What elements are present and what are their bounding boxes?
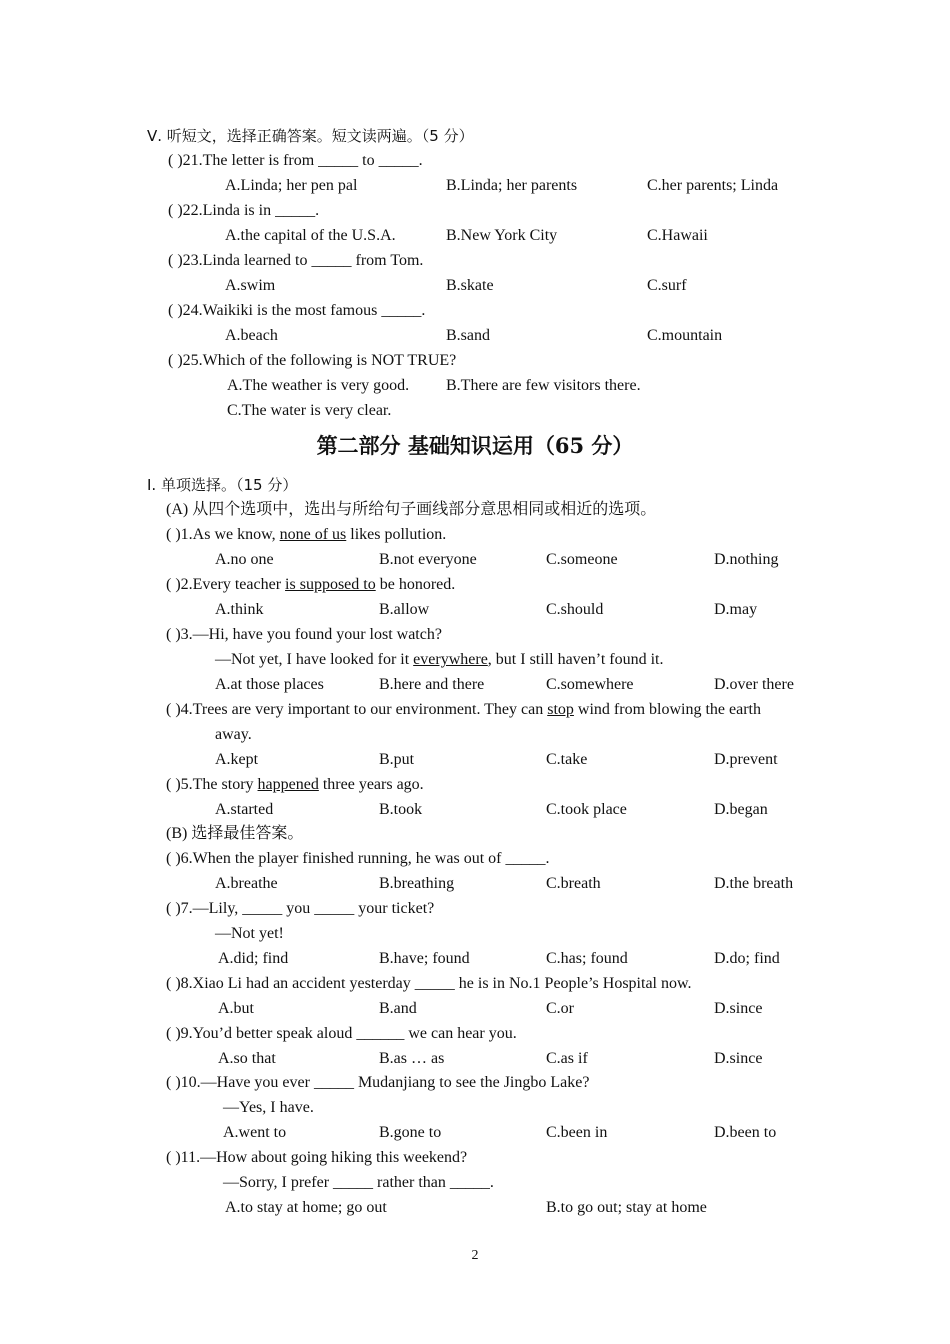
question-4-stem: ( )4.Trees are very important to our environment. They can stop wind from blowing the earth bbox=[166, 701, 761, 718]
question-6-option-a: A.breathe bbox=[215, 875, 278, 892]
question-21-stem: ( )21.The letter is from _____ to _____. bbox=[168, 152, 423, 169]
question-10-option-a: A.went to bbox=[223, 1124, 287, 1141]
question-8-stem: ( )8.Xiao Li had an accident yesterday _____ he is in No.1 People’s Hospital now. bbox=[166, 975, 692, 992]
question-10-option-d: D.been to bbox=[714, 1124, 777, 1141]
question-23-stem: ( )23.Linda learned to _____ from Tom. bbox=[168, 252, 424, 269]
question-3-option-d: D.over there bbox=[714, 676, 794, 693]
question-23-option-b: B.skate bbox=[446, 277, 494, 294]
question-6-option-b: B.breathing bbox=[379, 875, 455, 892]
question-21-option-b: B.Linda; her parents bbox=[446, 177, 578, 194]
question-7-option-d: D.do; find bbox=[714, 950, 780, 967]
question-22-option-a: A.the capital of the U.S.A. bbox=[225, 227, 396, 244]
question-24-option-a: A.beach bbox=[225, 327, 278, 344]
question-9-option-a: A.so that bbox=[218, 1050, 276, 1067]
question-22-option-b: B.New York City bbox=[446, 227, 558, 244]
question-23-option-a: A.swim bbox=[225, 277, 276, 294]
question-21-option-c: C.her parents; Linda bbox=[647, 177, 779, 194]
part-two-title: 第二部分 基础知识运用（65 分） bbox=[316, 433, 634, 458]
question-4-option-a: A.kept bbox=[215, 751, 259, 768]
subsection-a-instructions: (A) 从四个选项中，选出与所给句子画线部分意思相同或相近的选项。 bbox=[166, 501, 657, 518]
question-8-option-d: D.since bbox=[714, 1000, 763, 1017]
question-1-option-c: C.someone bbox=[546, 551, 618, 568]
question-3-option-c: C.somewhere bbox=[546, 676, 634, 693]
question-2-stem: ( )2.Every teacher is supposed to be honored. bbox=[166, 576, 456, 593]
question-21-option-a: A.Linda; her pen pal bbox=[225, 177, 358, 194]
question-6-option-d: D.the breath bbox=[714, 875, 794, 892]
page-number: 2 bbox=[471, 1248, 479, 1263]
question-4-option-c: C.take bbox=[546, 751, 588, 768]
question-3-underlined-phrase: everywhere bbox=[413, 651, 488, 668]
question-3-stem: ( )3.—Hi, have you found your lost watch? bbox=[166, 626, 442, 643]
question-3-option-a: A.at those places bbox=[215, 676, 324, 693]
question-25-option-b: B.There are few visitors there. bbox=[446, 377, 641, 394]
question-1-option-d: D.nothing bbox=[714, 551, 779, 568]
question-9-option-d: D.since bbox=[714, 1050, 763, 1067]
question-9-stem: ( )9.You’d better speak aloud ______ we can hear you. bbox=[166, 1025, 517, 1042]
question-11-reply: —Sorry, I prefer _____ rather than _____. bbox=[223, 1174, 494, 1191]
question-9-option-b: B.as … as bbox=[379, 1050, 445, 1067]
question-10-stem: ( )10.—Have you ever _____ Mudanjiang to see the Jingbo Lake? bbox=[166, 1074, 590, 1091]
question-9-option-c: C.as if bbox=[546, 1050, 588, 1067]
question-11-option-a: A.to stay at home; go out bbox=[225, 1199, 387, 1216]
question-10-reply: —Yes, I have. bbox=[223, 1099, 314, 1116]
question-1-underlined-phrase: none of us bbox=[279, 526, 347, 543]
question-3-option-b: B.here and there bbox=[379, 676, 485, 693]
question-4-option-b: B.put bbox=[379, 751, 415, 768]
question-1-option-b: B.not everyone bbox=[379, 551, 477, 568]
question-25-option-a: A.The weather is very good. bbox=[227, 377, 410, 394]
question-7-reply: —Not yet! bbox=[215, 925, 284, 942]
question-4-option-d: D.prevent bbox=[714, 751, 778, 768]
question-25-option-c: C.The water is very clear. bbox=[227, 402, 392, 419]
question-10-option-c: C.been in bbox=[546, 1124, 608, 1141]
question-8-option-a: A.but bbox=[218, 1000, 254, 1017]
question-4-stem-continued: away. bbox=[215, 726, 252, 743]
question-1-stem: ( )1.As we know, none of us likes pollution. bbox=[166, 526, 447, 543]
question-7-option-a: A.did; find bbox=[218, 950, 289, 967]
question-11-stem: ( )11.—How about going hiking this weekend? bbox=[166, 1149, 468, 1166]
question-10-option-b: B.gone to bbox=[379, 1124, 442, 1141]
question-7-option-b: B.have; found bbox=[379, 950, 470, 967]
question-7-stem: ( )7.—Lily, _____ you _____ your ticket? bbox=[166, 900, 435, 917]
question-5-option-a: A.started bbox=[215, 801, 274, 818]
question-24-option-c: C.mountain bbox=[647, 327, 723, 344]
question-6-option-c: C.breath bbox=[546, 875, 601, 892]
question-3-reply: —Not yet, I have looked for it everywhere, but I still haven’t found it. bbox=[215, 651, 664, 668]
question-8-option-c: C.or bbox=[546, 1000, 574, 1017]
question-1-option-a: A.no one bbox=[215, 551, 274, 568]
question-2-underlined-phrase: is supposed to bbox=[285, 576, 376, 593]
question-6-stem: ( )6.When the player finished running, he was out of _____. bbox=[166, 850, 550, 867]
section-i-header: Ⅰ. 单项选择。（15 分） bbox=[147, 476, 298, 494]
question-2-option-c: C.should bbox=[546, 601, 604, 618]
question-4-underlined-word: stop bbox=[547, 701, 574, 718]
question-5-option-b: B.took bbox=[379, 801, 423, 818]
question-5-option-d: D.began bbox=[714, 801, 768, 818]
question-23-option-c: C.surf bbox=[647, 277, 687, 294]
question-2-option-d: D.may bbox=[714, 601, 758, 618]
question-22-stem: ( )22.Linda is in _____. bbox=[168, 202, 320, 219]
question-8-option-b: B.and bbox=[379, 1000, 417, 1017]
question-5-stem: ( )5.The story happened three years ago. bbox=[166, 776, 424, 793]
section-v-header: Ⅴ. 听短文，选择正确答案。短文读两遍。（5 分） bbox=[147, 127, 474, 145]
question-2-option-b: B.allow bbox=[379, 601, 430, 618]
question-24-stem: ( )24.Waikiki is the most famous _____. bbox=[168, 302, 426, 319]
question-22-option-c: C.Hawaii bbox=[647, 227, 708, 244]
question-2-option-a: A.think bbox=[215, 601, 264, 618]
question-25-stem: ( )25.Which of the following is NOT TRUE? bbox=[168, 352, 457, 369]
question-5-option-c: C.took place bbox=[546, 801, 627, 818]
subsection-b-instructions: (B) 选择最佳答案。 bbox=[166, 825, 304, 842]
question-11-option-b: B.to go out; stay at home bbox=[546, 1199, 707, 1216]
question-24-option-b: B.sand bbox=[446, 327, 490, 344]
question-5-underlined-word: happened bbox=[257, 776, 319, 793]
question-7-option-c: C.has; found bbox=[546, 950, 628, 967]
